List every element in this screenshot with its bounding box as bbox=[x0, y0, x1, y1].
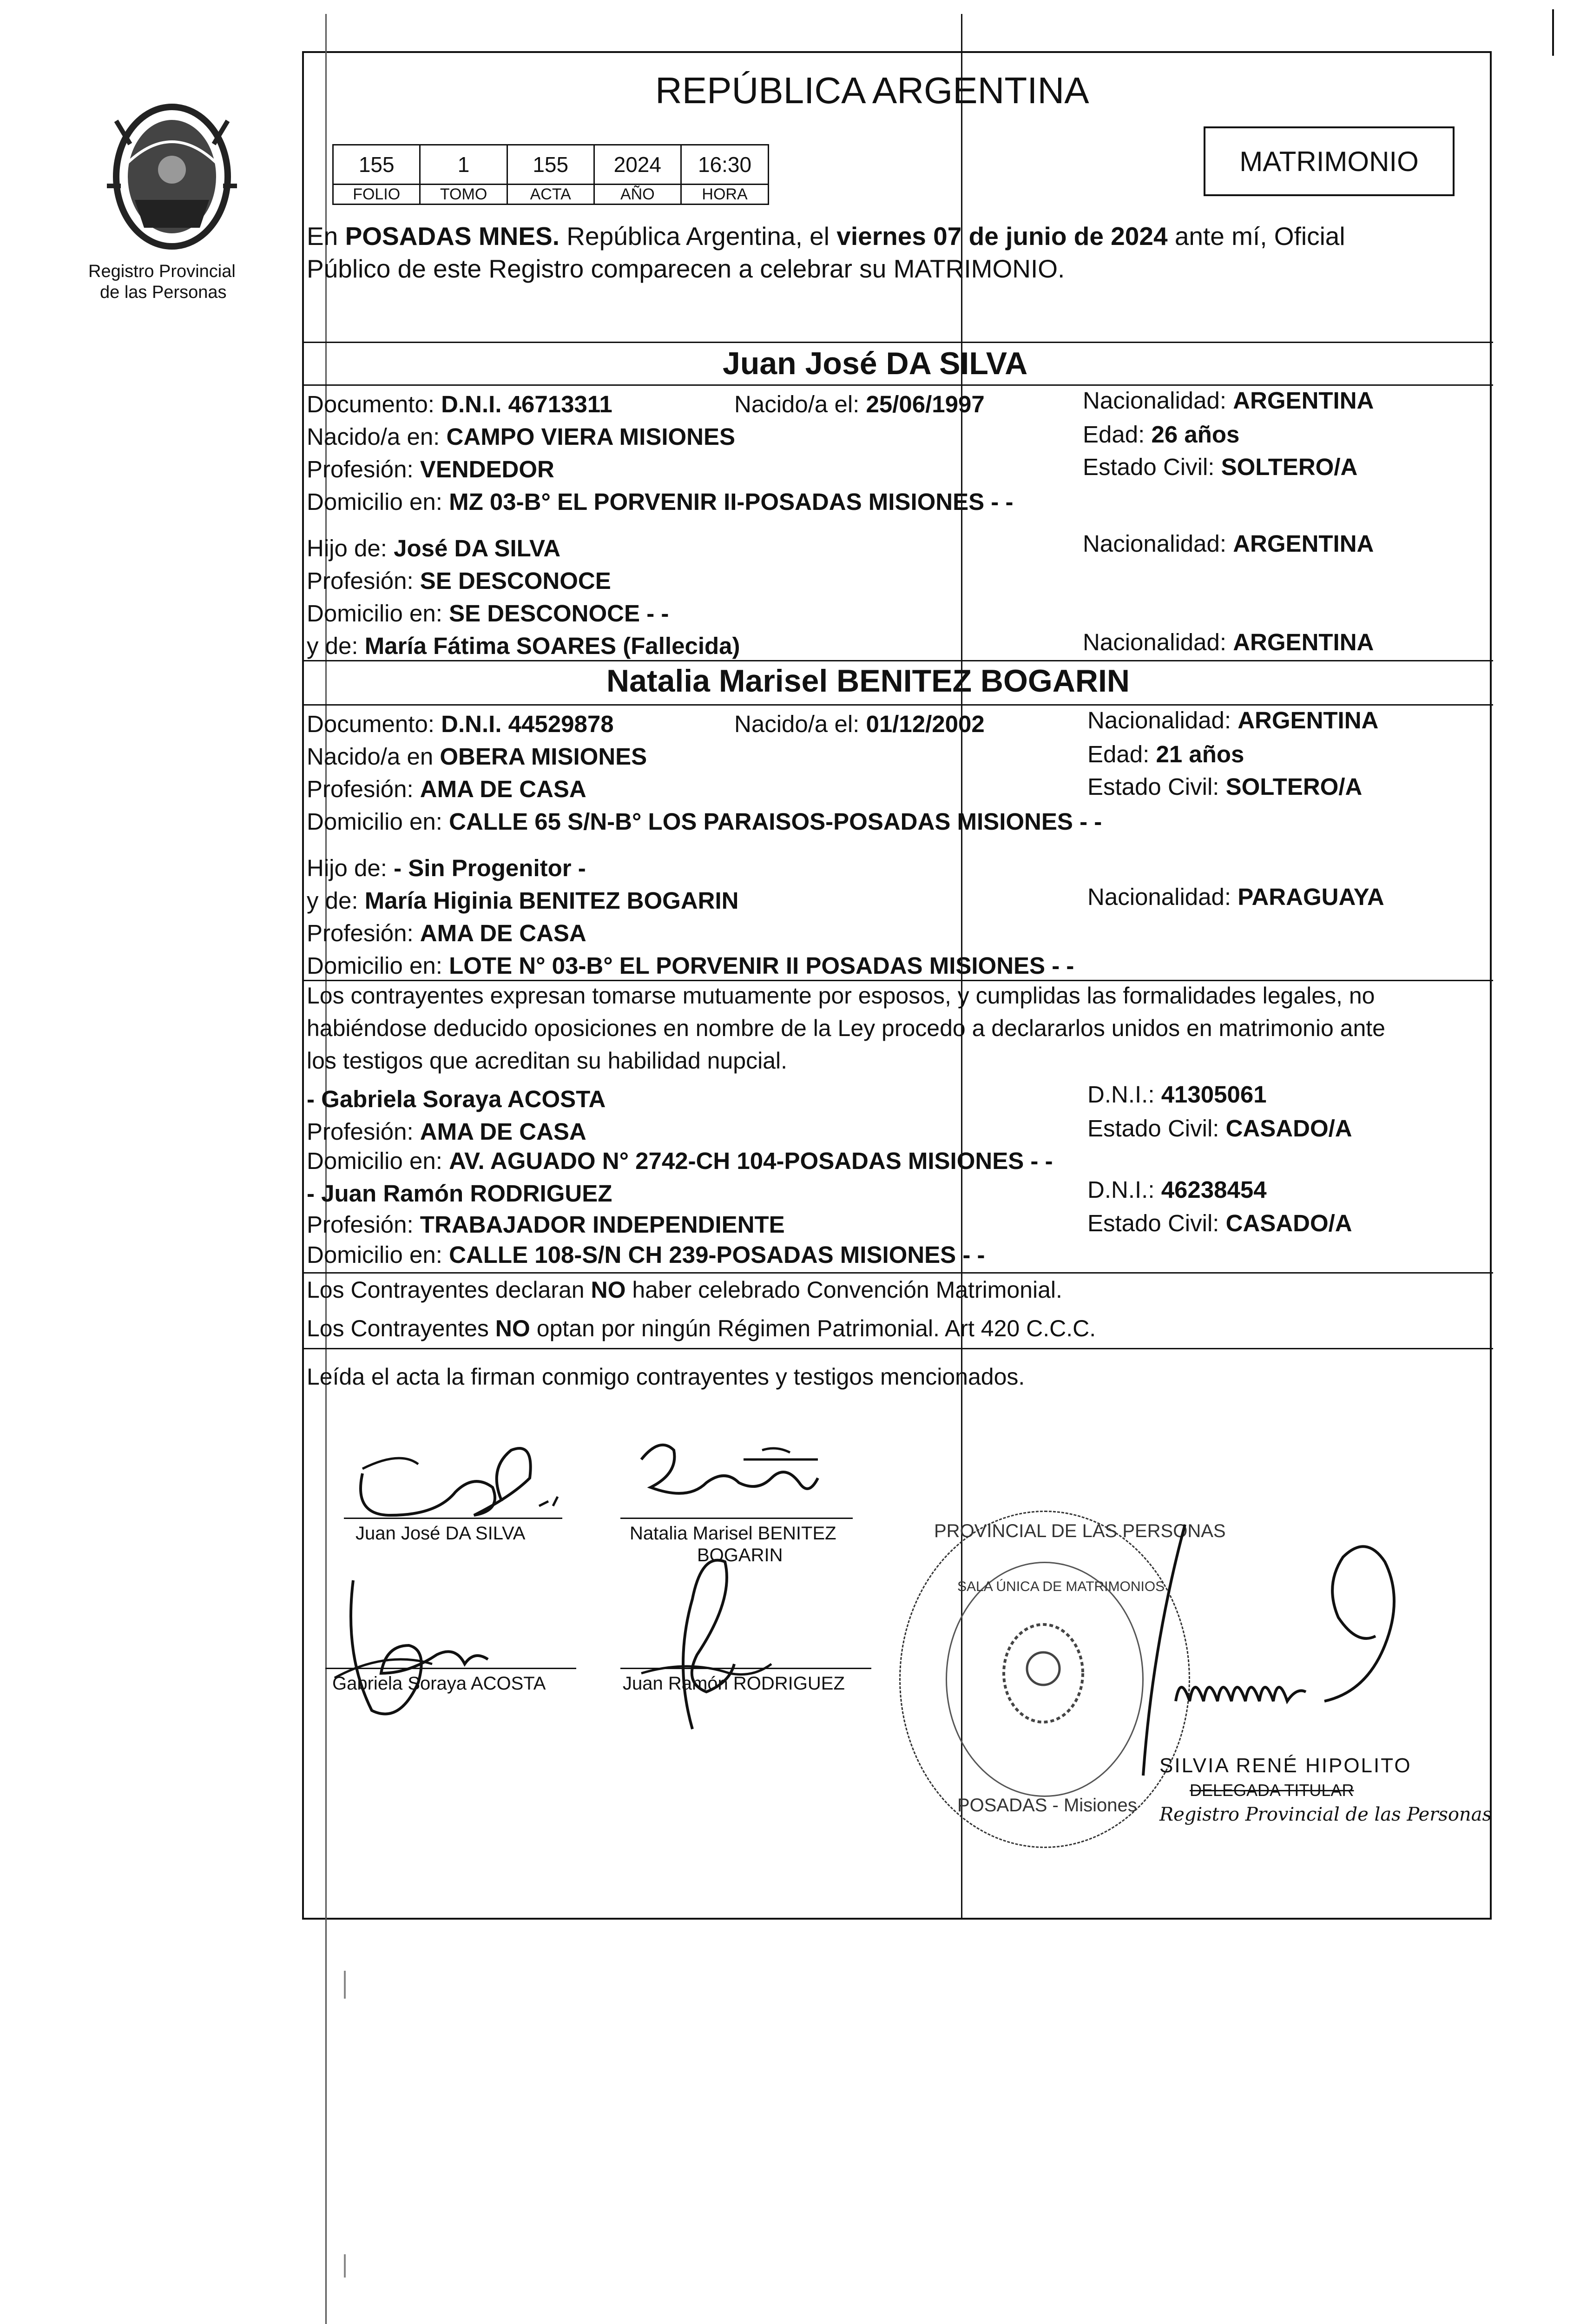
value: SOLTERO/A bbox=[1221, 454, 1358, 480]
value: ARGENTINA bbox=[1233, 530, 1374, 557]
label: Edad: bbox=[1087, 741, 1150, 767]
label: Nacido/a el: bbox=[734, 391, 860, 417]
signature-natalia bbox=[623, 1432, 836, 1525]
spouse1-padre-prof bbox=[307, 567, 611, 595]
signature-gabriela bbox=[316, 1571, 534, 1724]
declaration-line-2: habiéndose deducido oposiciones en nombre de la Ley procedo a declararlos unidos en matrimonio ante bbox=[307, 1015, 1385, 1041]
signature-line bbox=[325, 1668, 576, 1669]
acta-label: ACTA bbox=[507, 185, 594, 205]
divider bbox=[302, 660, 1493, 661]
label: y de: bbox=[307, 633, 358, 659]
value: CASADO/A bbox=[1225, 1115, 1352, 1142]
value: CALLE 108-S/N CH 239-POSADAS MISIONES - - bbox=[449, 1241, 985, 1268]
spouse2-documento bbox=[307, 710, 614, 738]
intro-place: POSADAS MNES. bbox=[345, 222, 560, 251]
value: LOTE N° 03-B° EL PORVENIR II POSADAS MISIONES - - bbox=[449, 952, 1074, 979]
signature-line bbox=[620, 1668, 871, 1669]
text: optan por ningún Régimen Patrimonial. Art 420 C.C.C. bbox=[530, 1315, 1096, 1341]
value: - Sin Progenitor - bbox=[394, 855, 586, 881]
margin-mark bbox=[344, 1971, 346, 1999]
value: SOLTERO/A bbox=[1225, 773, 1363, 800]
label: Profesión: bbox=[307, 1211, 414, 1238]
label: Profesión: bbox=[307, 1118, 414, 1145]
spouse1-madre bbox=[307, 632, 740, 660]
label: Profesión: bbox=[307, 568, 414, 594]
spouse1-padre bbox=[307, 535, 560, 562]
spouse2-nacido-el bbox=[734, 710, 985, 738]
handwritten-signature-icon bbox=[316, 1571, 534, 1724]
label: Documento: bbox=[307, 391, 434, 417]
hora-label: HORA bbox=[681, 185, 769, 205]
label: Domicilio en: bbox=[307, 808, 442, 835]
intro-line-2: Público de este Registro comparecen a celebrar su MATRIMONIO. bbox=[307, 254, 1065, 283]
stamp-inner-text: SALA ÚNICA DE MATRIMONIOS bbox=[957, 1579, 1165, 1594]
value: AMA DE CASA bbox=[420, 920, 586, 946]
signature-line bbox=[344, 1518, 562, 1519]
value: D.N.I. 44529878 bbox=[441, 711, 614, 737]
witness1-domicilio bbox=[307, 1147, 1053, 1175]
value: D.N.I. 46713311 bbox=[441, 391, 612, 417]
convencion-line-2 bbox=[307, 1314, 1096, 1342]
stamp-ring-text: PROVINCIAL DE LAS PERSONAS bbox=[934, 1521, 1226, 1541]
witness2-name: - Juan Ramón RODRIGUEZ bbox=[307, 1180, 612, 1207]
label: Domicilio en: bbox=[307, 1148, 442, 1174]
stamp-emblem bbox=[992, 1618, 1094, 1729]
handwritten-signature-icon bbox=[623, 1432, 836, 1525]
value: José DA SILVA bbox=[394, 535, 561, 561]
handwritten-signature-icon bbox=[613, 1543, 818, 1738]
label: Documento: bbox=[307, 711, 434, 737]
value: MZ 03-B° EL PORVENIR II-POSADAS MISIONES - - bbox=[449, 489, 1014, 515]
declaration-line-1: Los contrayentes expresan tomarse mutuamente por esposos, y cumplidas las formalidades legales, no bbox=[307, 983, 1375, 1009]
signature-label-4: Juan Ramón RODRIGUEZ bbox=[623, 1673, 845, 1694]
label: Nacido/a en: bbox=[307, 423, 440, 450]
stamp-emblem-icon bbox=[992, 1618, 1094, 1729]
acta-value: 155 bbox=[507, 145, 594, 185]
label: Nacionalidad: bbox=[1087, 707, 1231, 733]
intro-date: viernes 07 de junio de 2024 bbox=[836, 222, 1168, 251]
text: Los Contrayentes declaran bbox=[307, 1277, 591, 1303]
value: 21 años bbox=[1156, 741, 1244, 767]
witness1-name: - Gabriela Soraya ACOSTA bbox=[307, 1086, 606, 1112]
closing-line: Leída el acta la firman conmigo contrayentes y testigos mencionados. bbox=[307, 1364, 1025, 1390]
margin-mark bbox=[1552, 9, 1554, 56]
value: CAMPO VIERA MISIONES bbox=[446, 423, 736, 450]
value: ARGENTINA bbox=[1238, 707, 1379, 733]
value: ARGENTINA bbox=[1233, 629, 1374, 655]
label: Domicilio en: bbox=[307, 600, 442, 627]
signature-juan-ramon bbox=[613, 1543, 818, 1738]
value: 41305061 bbox=[1161, 1081, 1267, 1108]
label: Estado Civil: bbox=[1087, 773, 1219, 800]
spouse1-madre-nac bbox=[1083, 628, 1374, 656]
text: NO bbox=[591, 1277, 626, 1303]
record-info-table bbox=[332, 144, 769, 205]
spouse1-estado bbox=[1083, 453, 1357, 481]
spouse2-name: Natalia Marisel BENITEZ BOGARIN bbox=[606, 663, 1130, 699]
page-title: REPÚBLICA ARGENTINA bbox=[655, 70, 1089, 111]
label: Domicilio en: bbox=[307, 1241, 442, 1268]
ano-label: AÑO bbox=[594, 185, 681, 205]
value: 25/06/1997 bbox=[866, 391, 985, 417]
spouse1-domicilio bbox=[307, 488, 1013, 516]
label: Estado Civil: bbox=[1087, 1210, 1219, 1236]
intro-p3: ante mí, Oficial bbox=[1167, 222, 1345, 251]
value: María Fátima SOARES (Fallecida) bbox=[364, 633, 740, 659]
margin-mark bbox=[344, 2254, 346, 2278]
spouse2-madre-dom bbox=[307, 952, 1074, 980]
value: VENDEDOR bbox=[420, 456, 554, 482]
stamp-bottom-text: POSADAS - Misiones bbox=[957, 1795, 1137, 1816]
witness2-domicilio bbox=[307, 1241, 985, 1269]
witness2-dni bbox=[1087, 1176, 1267, 1204]
tomo-value: 1 bbox=[420, 145, 507, 185]
label: Nacionalidad: bbox=[1083, 387, 1227, 414]
label: Domicilio en: bbox=[307, 489, 442, 515]
value: AMA DE CASA bbox=[420, 1118, 586, 1145]
divider bbox=[302, 342, 1493, 343]
seal-emblem-icon bbox=[88, 93, 256, 260]
value: María Higinia BENITEZ BOGARIN bbox=[364, 887, 739, 914]
value: AV. AGUADO N° 2742-CH 104-POSADAS MISIONES - - bbox=[449, 1148, 1053, 1174]
value: 26 años bbox=[1151, 421, 1240, 448]
spouse2-nacido-en bbox=[307, 743, 647, 771]
value: OBERA MISIONES bbox=[440, 743, 647, 770]
value: CASADO/A bbox=[1225, 1210, 1352, 1236]
doc-type-box bbox=[1204, 126, 1455, 196]
value: TRABAJADOR INDEPENDIENTE bbox=[420, 1211, 785, 1238]
value: PARAGUAYA bbox=[1238, 884, 1384, 910]
value: SE DESCONOCE bbox=[420, 568, 611, 594]
spouse2-nacionalidad bbox=[1087, 706, 1378, 734]
witness2-profesion bbox=[307, 1211, 785, 1239]
divider bbox=[302, 384, 1493, 386]
witness1-dni bbox=[1087, 1081, 1267, 1109]
divider bbox=[302, 1272, 1493, 1274]
value: AMA DE CASA bbox=[420, 776, 586, 802]
handwritten-signature-icon bbox=[1125, 1506, 1459, 1794]
signature-label-1: Juan José DA SILVA bbox=[356, 1523, 526, 1544]
signature-label-2a: Natalia Marisel BENITEZ bbox=[630, 1523, 836, 1544]
signature-official bbox=[1125, 1506, 1459, 1794]
spouse1-padre-nac bbox=[1083, 530, 1374, 558]
label: Profesión: bbox=[307, 776, 414, 802]
spouse2-edad bbox=[1087, 740, 1244, 768]
convencion-line-1 bbox=[307, 1276, 1062, 1304]
label: Hijo de: bbox=[307, 535, 387, 561]
label: Estado Civil: bbox=[1087, 1115, 1219, 1142]
label: Hijo de: bbox=[307, 855, 387, 881]
spouse1-nacido-el bbox=[734, 390, 985, 418]
signature-label-2b: BOGARIN bbox=[697, 1545, 783, 1565]
folio-label: FOLIO bbox=[333, 185, 420, 205]
label: Profesión: bbox=[307, 456, 414, 482]
tomo-label: TOMO bbox=[420, 185, 507, 205]
text: Los Contrayentes bbox=[307, 1315, 495, 1341]
spouse2-madre bbox=[307, 887, 739, 915]
label: D.N.I.: bbox=[1087, 1081, 1155, 1108]
spouse1-edad bbox=[1083, 421, 1239, 449]
divider bbox=[302, 1348, 1493, 1349]
witness1-estado bbox=[1087, 1115, 1352, 1142]
witness1-profesion bbox=[307, 1118, 586, 1146]
signature-juan-jose bbox=[335, 1422, 576, 1525]
seal-caption-1: Registro Provincial bbox=[88, 262, 236, 281]
handwritten-signature-icon bbox=[335, 1422, 576, 1525]
folio-value: 155 bbox=[333, 145, 420, 185]
intro-p1: En bbox=[307, 222, 345, 251]
label: Nacido/a el: bbox=[734, 711, 860, 737]
official-name: SILVIA RENÉ HIPOLITO bbox=[1159, 1754, 1412, 1777]
value: SE DESCONOCE - - bbox=[449, 600, 669, 627]
official-org: Registro Provincial de las Personas bbox=[1159, 1804, 1492, 1825]
doc-type-label: MATRIMONIO bbox=[1239, 145, 1419, 177]
declaration-line-3: los testigos que acreditan su habilidad nupcial. bbox=[307, 1048, 788, 1074]
ano-value: 2024 bbox=[594, 145, 681, 185]
spouse1-profesion bbox=[307, 456, 554, 483]
value: ARGENTINA bbox=[1233, 387, 1374, 414]
label: Domicilio en: bbox=[307, 952, 442, 979]
value: 01/12/2002 bbox=[866, 711, 985, 737]
value: 46238454 bbox=[1161, 1176, 1267, 1203]
official-title: DELEGADA TITULAR bbox=[1190, 1781, 1354, 1800]
province-seal bbox=[88, 93, 256, 260]
spouse2-madre-prof bbox=[307, 919, 586, 947]
spouse2-profesion bbox=[307, 775, 586, 803]
seal-caption-2: de las Personas bbox=[100, 283, 227, 302]
label: Nacionalidad: bbox=[1087, 884, 1231, 910]
witness2-estado bbox=[1087, 1209, 1352, 1237]
label: y de: bbox=[307, 887, 358, 914]
label: D.N.I.: bbox=[1087, 1176, 1155, 1203]
spouse1-nacido-en bbox=[307, 423, 735, 451]
signature-label-3: Gabriela Soraya ACOSTA bbox=[332, 1673, 546, 1694]
spouse1-name: Juan José DA SILVA bbox=[723, 346, 1028, 381]
divider bbox=[302, 980, 1493, 981]
spouse2-domicilio bbox=[307, 808, 1102, 836]
label: Nacionalidad: bbox=[1083, 629, 1227, 655]
spouse1-padre-dom bbox=[307, 600, 669, 627]
label: Nacionalidad: bbox=[1083, 530, 1227, 557]
signature-line bbox=[620, 1518, 853, 1519]
text: NO bbox=[495, 1315, 530, 1341]
label: Edad: bbox=[1083, 421, 1145, 448]
divider bbox=[302, 704, 1493, 706]
label: Nacido/a en bbox=[307, 743, 434, 770]
label: Estado Civil: bbox=[1083, 454, 1215, 480]
label: Profesión: bbox=[307, 920, 414, 946]
intro-line-1 bbox=[307, 222, 1345, 250]
hora-value: 16:30 bbox=[681, 145, 769, 185]
text: haber celebrado Convención Matrimonial. bbox=[625, 1277, 1062, 1303]
spouse2-madre-nac bbox=[1087, 883, 1384, 911]
spouse1-documento bbox=[307, 390, 612, 418]
spouse2-estado bbox=[1087, 773, 1362, 801]
value: CALLE 65 S/N-B° LOS PARAISOS-POSADAS MISIONES - - bbox=[449, 808, 1102, 835]
intro-p2: República Argentina, el bbox=[560, 222, 837, 251]
spouse2-padre bbox=[307, 854, 586, 882]
spouse1-nacionalidad bbox=[1083, 387, 1374, 415]
